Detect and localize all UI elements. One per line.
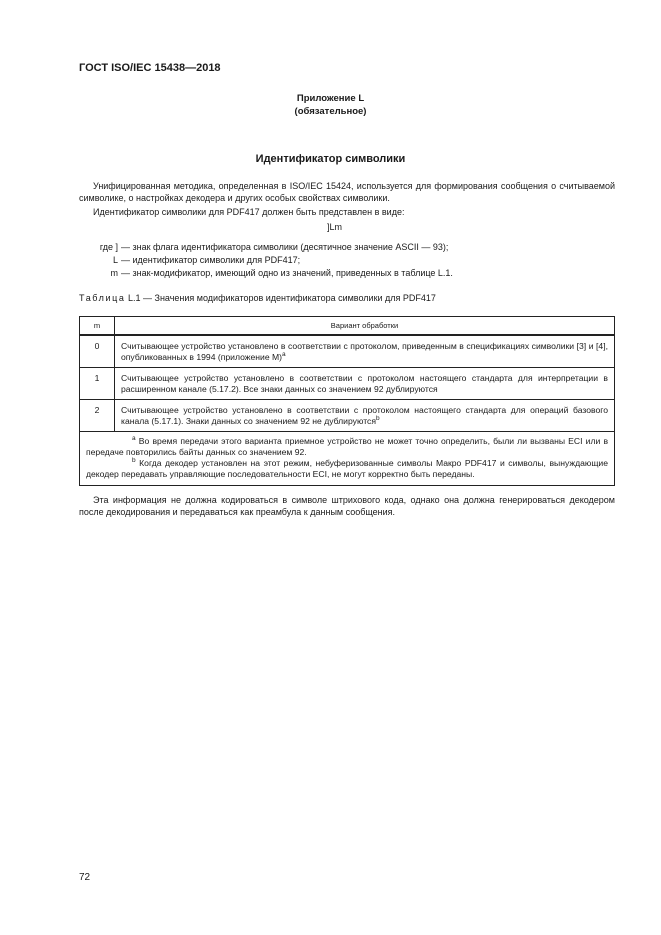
definition-item <box>79 241 453 254</box>
footnote-ref: a <box>282 351 286 359</box>
table-caption-label: Таблица <box>79 293 126 303</box>
closing-paragraph: Эта информация не должна кодироваться в символе штрихового кода, однако она должна генерироваться декодером после декодирования и передаваться как преамбула к данным сообщения. <box>79 495 615 517</box>
cell-modifier: 1 <box>80 368 115 400</box>
annex-status: (обязательное) <box>294 106 367 117</box>
footnote-ref: b <box>376 415 380 423</box>
definitions-list <box>79 241 453 280</box>
table-note <box>86 436 608 458</box>
definition-item <box>79 254 453 267</box>
intro-paragraph-2: Идентификатор символики для PDF417 должен быть представлен в виде: <box>93 207 405 217</box>
definition-text: — знак-модификатор, имеющий одно из значений, приведенных в таблице L.1. <box>121 268 453 278</box>
column-header-variant: Вариант обработки <box>115 317 615 336</box>
table-row <box>80 400 615 432</box>
cell-variant-text: Считывающее устройство установлено в соответствии с протоколом, приведенным в спецификациях символики [3] и [4], опубликованных в 1994 (приложение М) <box>121 341 608 362</box>
cell-variant <box>115 368 615 400</box>
intro-paragraph: Унифицированная методика, определенная в ISO/IEC 15424, используется для формирования сообщения о считываемой символике, о настройках декодера и других особых свойствах символики. <box>79 181 615 203</box>
table-caption <box>79 293 436 303</box>
definition-text: — знак флага идентификатора символики (десятичное значение ASCII — 93); <box>121 242 449 252</box>
table-notes <box>80 432 615 486</box>
definition-text: — идентификатор символики для PDF417; <box>121 255 301 265</box>
table-header-row <box>80 317 615 336</box>
footnote-mark: a <box>132 435 136 443</box>
formula: ]Lm <box>326 222 342 232</box>
definition-symbol: m <box>110 268 118 278</box>
definition-symbol: L <box>112 255 118 265</box>
table-row <box>80 335 615 368</box>
page-number: 72 <box>79 872 91 883</box>
table-row <box>80 368 615 400</box>
definition-item <box>79 267 453 280</box>
table-note <box>86 458 608 480</box>
column-header-m: m <box>80 317 115 336</box>
table-notes-row <box>80 432 615 486</box>
cell-variant-text: Считывающее устройство установлено в соответствии с протоколом настоящего стандарта для операций базового канала (5.17.1). Знаки данных со значением 92 не дублируются <box>121 405 608 426</box>
cell-variant-text: Считывающее устройство установлено в соответствии с протоколом настоящего стандарта для интерпретации в расширенном канале (5.17.2). Все знаки данных со значением 92 дублируются <box>121 373 608 394</box>
table-note-text: Когда декодер установлен на этот режим, небуферизованные символы Макро PDF417 и символы, вынуждающие декодер передавать управляющие последовательности ECI, не могут корректно быть переданы. <box>86 458 608 479</box>
cell-modifier: 0 <box>80 335 115 368</box>
section-title: Идентификатор символики <box>255 153 406 165</box>
standard-header: ГОСТ ISO/IEC 15438—2018 <box>79 62 221 74</box>
cell-modifier: 2 <box>80 400 115 432</box>
table-caption-text: L.1 — Значения модификаторов идентификатора символики для PDF417 <box>128 293 436 303</box>
definition-symbol: где ] <box>99 242 118 252</box>
table-note-text: Во время передачи этого варианта приемное устройство не может точно определить, были ли вызваны ECI или в передаче повторились байты данных со значением 92. <box>86 436 609 457</box>
modifier-table <box>79 316 615 486</box>
footnote-mark: b <box>132 457 136 465</box>
annex-title: Приложение L <box>296 93 365 104</box>
cell-variant <box>115 335 615 368</box>
cell-variant <box>115 400 615 432</box>
